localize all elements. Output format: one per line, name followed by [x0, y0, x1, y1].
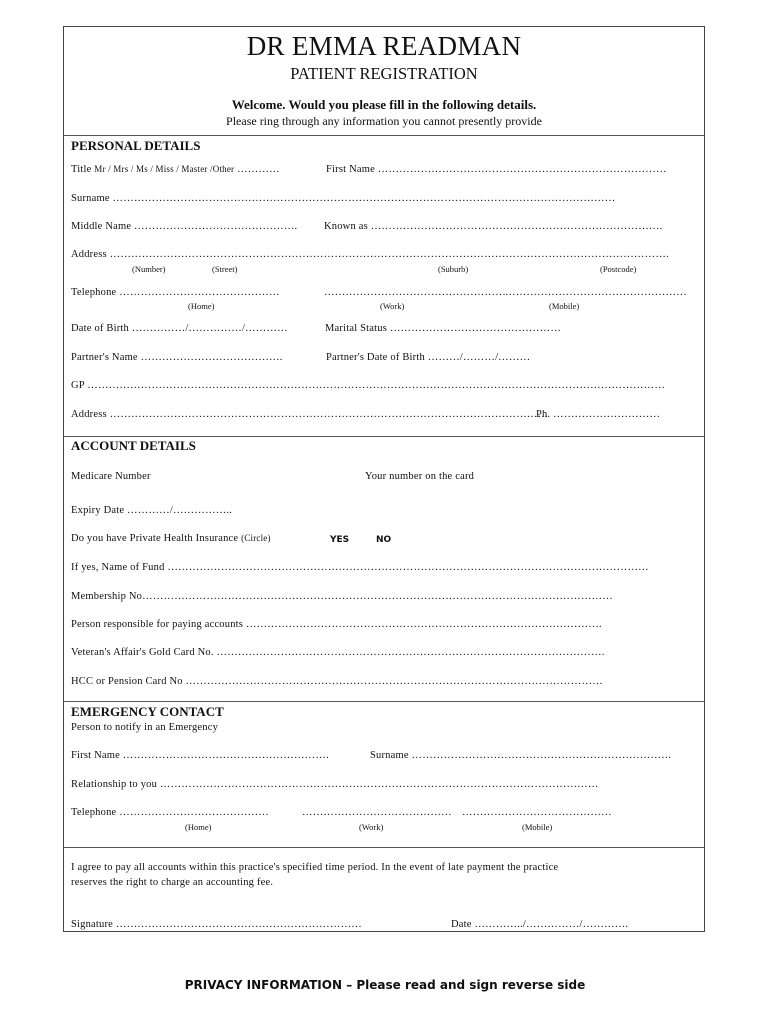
address-field[interactable]: Address ………………………………………………………………………………………………………………………………………….: [71, 249, 669, 260]
veteran-card-field[interactable]: Veteran's Affair's Gold Card No. ……………………………………………………………………………………………….: [71, 647, 605, 658]
divider: [64, 135, 704, 136]
instruction-text: Please ring through any information you cannot presently provide: [226, 114, 542, 128]
address-suburb-label: (Suburb): [438, 264, 469, 274]
emergency-first-name-field[interactable]: First Name ………………………………………………….: [71, 750, 329, 761]
no-option[interactable]: NO: [376, 535, 392, 545]
fund-name-field[interactable]: If yes, Name of Fund ………………………………………………………………………………………………………………………: [71, 562, 649, 573]
emergency-surname-field[interactable]: Surname ……………………………………………………………….: [370, 750, 672, 761]
privacy-footer: [0, 978, 770, 992]
registration-form: [63, 26, 705, 932]
card-number-label: Your number on the card: [365, 471, 475, 482]
responsible-person-field[interactable]: Person responsible for paying accounts ……………………………………………………………………………………….: [71, 619, 602, 630]
emergency-phone-mobile-label: (Mobile): [522, 822, 553, 832]
personal-details-heading: PERSONAL DETAILS: [71, 138, 201, 153]
expiry-date-field[interactable]: Expiry Date …………/……………..: [71, 505, 233, 516]
emergency-phone-home-label: (Home): [185, 822, 212, 832]
marital-status-field[interactable]: Marital Status …………………………………………: [325, 323, 562, 334]
telephone-home-field[interactable]: Telephone ………………………………………: [71, 287, 280, 298]
signature-field[interactable]: Signature ……………………………………………………………: [71, 919, 362, 930]
telephone-work-field[interactable]: ……………………………………………: [324, 287, 506, 298]
phone-mobile-label: (Mobile): [549, 301, 580, 311]
known-as-field[interactable]: Known as ……………………………………………………………………….: [324, 221, 663, 232]
yes-option[interactable]: YES: [330, 535, 350, 545]
agreement-line-2: reserves the right to charge an accounting fee.: [71, 877, 274, 888]
relationship-field[interactable]: Relationship to you ……………………………………………………………………………………………………………: [71, 779, 599, 790]
divider: [64, 847, 704, 848]
divider: [64, 701, 704, 702]
title-label: Title: [71, 164, 92, 175]
first-name-field[interactable]: First Name ………………………………………………………………………: [326, 164, 667, 175]
medicare-number-field[interactable]: Medicare Number: [71, 471, 151, 482]
privacy-note: – Please read and sign reverse side: [342, 978, 586, 992]
emergency-telephone-work-field[interactable]: ……………………………………: [302, 807, 452, 818]
gp-address-field[interactable]: Address ……………………………………………………………………………………………………………: [71, 409, 549, 420]
private-health-label: Do you have Private Health Insurance: [71, 533, 239, 544]
divider: [64, 436, 704, 437]
form-title: PATIENT REGISTRATION: [290, 64, 478, 83]
partner-name-field[interactable]: Partner's Name ………………………………….: [71, 352, 283, 363]
welcome-text: Welcome. Would you please fill in the following details.: [231, 97, 537, 112]
telephone-mobile-field[interactable]: ……………………………………………: [505, 287, 687, 298]
middle-name-field[interactable]: Middle Name ……………………………………….: [71, 221, 298, 232]
address-street-label: (Street): [212, 264, 238, 274]
circle-hint: (Circle): [241, 533, 271, 543]
emergency-subtitle: Person to notify in an Emergency: [71, 722, 219, 733]
emergency-phone-work-label: (Work): [359, 822, 384, 832]
date-field[interactable]: Date …………../……………/………….: [451, 919, 629, 930]
hcc-card-field[interactable]: HCC or Pension Card No ………………………………………………………………………………………………………: [71, 676, 603, 687]
title-options: Mr / Mrs / Ms / Miss / Master /Other: [94, 164, 235, 174]
dob-field[interactable]: Date of Birth ……………/……………/…………: [71, 323, 288, 334]
address-number-label: (Number): [132, 264, 166, 274]
emergency-telephone-home-field[interactable]: Telephone ……………………………………: [71, 807, 270, 818]
gp-field[interactable]: GP ………………………………………………………………………………………………………………………………………………: [71, 380, 666, 391]
privacy-heading: PRIVACY INFORMATION: [184, 978, 343, 992]
membership-number-field[interactable]: Membership No……………………………………………………………………………………………………………………: [71, 591, 613, 602]
surname-field[interactable]: Surname ……………………………………………………………………………………………………………………………: [71, 193, 616, 204]
doctor-name: DR EMMA READMAN: [246, 31, 522, 61]
gp-phone-field[interactable]: Ph. …………………………: [536, 409, 661, 420]
title-dots: …………: [237, 164, 280, 175]
account-details-heading: ACCOUNT DETAILS: [71, 438, 196, 453]
title-field[interactable]: [71, 164, 280, 175]
agreement-line-1: I agree to pay all accounts within this practice's specified time period. In the event of late payment the practice: [71, 862, 559, 873]
emergency-telephone-mobile-field[interactable]: ……………………………………: [462, 807, 612, 818]
address-postcode-label: (Postcode): [600, 264, 637, 274]
phone-work-label: (Work): [380, 301, 405, 311]
partner-dob-field[interactable]: Partner's Date of Birth ………/………/………: [326, 352, 531, 363]
phone-home-label: (Home): [188, 301, 215, 311]
private-health-question: [71, 533, 271, 544]
emergency-contact-heading: EMERGENCY CONTACT: [71, 704, 224, 719]
